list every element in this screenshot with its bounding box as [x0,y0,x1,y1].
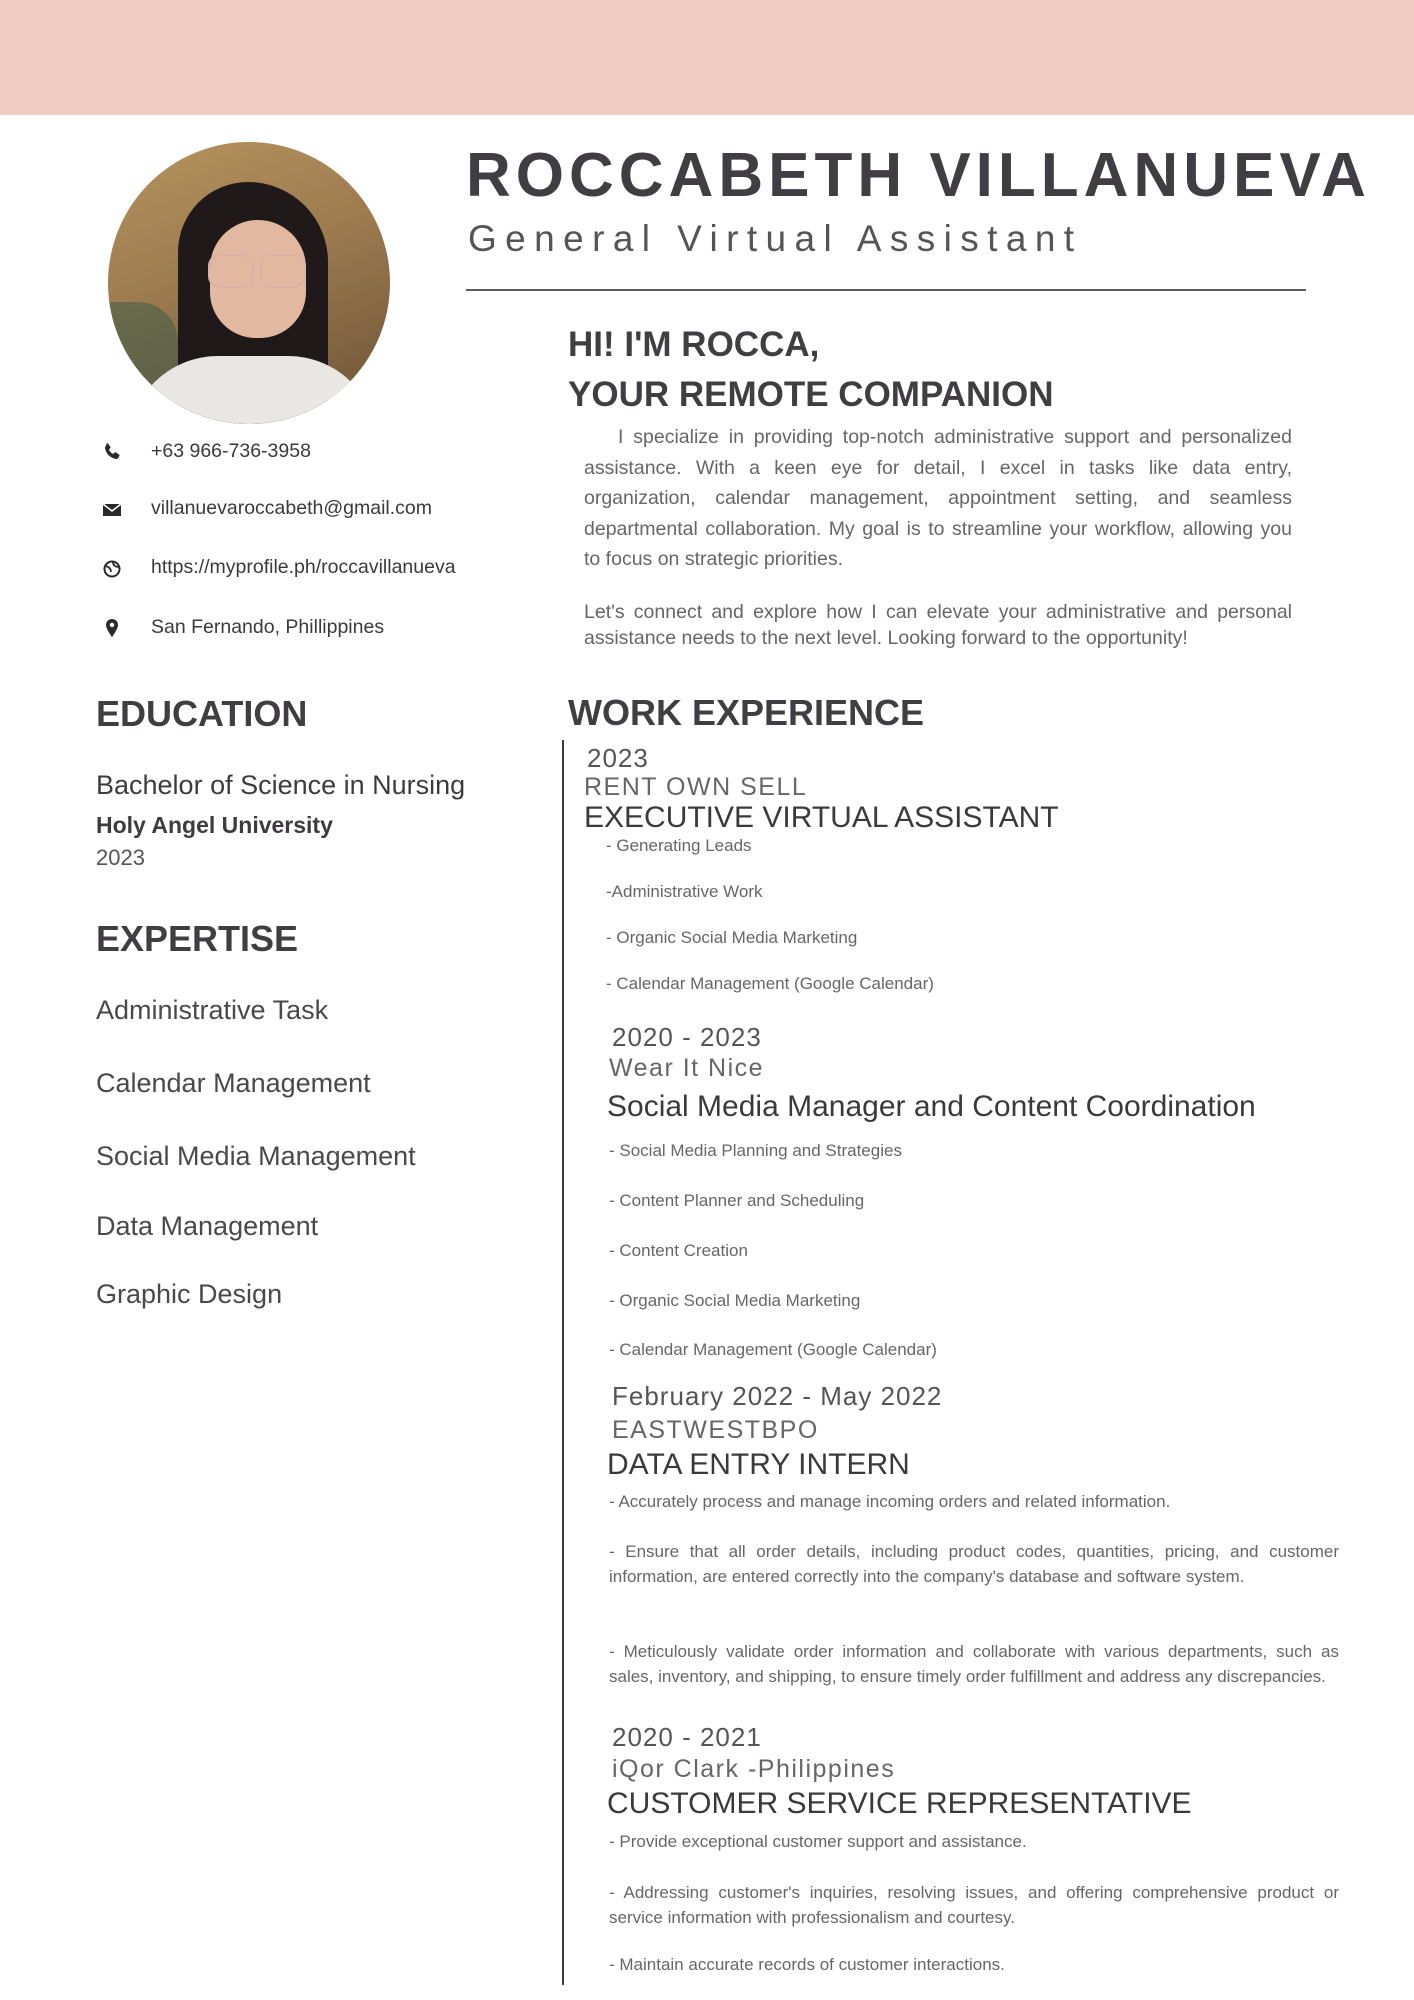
contact-phone: +63 966-736-3958 [151,440,311,462]
job-company: RENT OWN SELL [584,773,808,801]
phone-icon [100,440,124,464]
job-bullet: - Accurately process and manage incoming orders and related information. [609,1492,1171,1511]
job-bullet: - Social Media Planning and Strategies [609,1141,902,1160]
contact-location: San Fernando, Phillippines [151,616,385,638]
job-bullet: -Administrative Work [606,882,763,901]
job-bullet: - Addressing customer's inquiries, resolving issues, and offering comprehensive product or service information with professionalism and courtesy. [609,1883,1339,1927]
job-bullet: - Meticulously validate order information and collaborate with various departments, such as sales, inventory, and shipping, to ensure timely order fulfillment and address any discrepancies. [609,1642,1339,1686]
skill-item: Graphic Design [96,1279,283,1309]
job-bullet: - Ensure that all order details, including product codes, quantities, pricing, and customer information, are entered correctly into the company's database and software system. [609,1542,1339,1586]
job-bullet: - Content Creation [609,1241,748,1260]
mail-icon [100,497,124,521]
expertise-heading: EXPERTISE [96,918,299,959]
job-bullet: - Content Planner and Scheduling [609,1191,865,1210]
contact-email: villanuevaroccabeth@gmail.com [151,497,433,519]
job-title: CUSTOMER SERVICE REPRESENTATIVE [607,1787,1192,1820]
intro-paragraph: I specialize in providing top-notch administrative support and personalized assistance. With a keen eye for detail, I excel in tasks like data entry, organization, calendar management, appointment setting, and seamless departmental collaboration. My goal is to streamline your workflow, allowing you to focus on strategic priorities. [584,426,1292,570]
job-title: EXECUTIVE VIRTUAL ASSISTANT [584,801,1059,834]
job-company: iQor Clark -Philippines [612,1755,896,1783]
profile-photo [108,142,390,424]
header-divider [466,289,1306,291]
skill-item: Social Media Management [96,1141,416,1171]
timeline-line [562,740,564,1985]
photo-glasses [208,254,308,284]
job-title: Social Media Manager and Content Coordination [607,1090,1256,1123]
job-bullet: - Organic Social Media Marketing [606,928,858,947]
job-bullet: - Maintain accurate records of customer interactions. [609,1955,1005,1974]
greeting-heading [568,320,1053,420]
job-bullet: - Calendar Management (Google Calendar) [609,1340,937,1359]
header-band [0,0,1414,115]
skill-item: Calendar Management [96,1068,371,1098]
job-date: 2020 - 2023 [612,1022,762,1052]
greeting-line-2: YOUR REMOTE COMPANION [568,375,1054,414]
job-company: Wear It Nice [609,1054,765,1082]
job-date: 2023 [587,743,649,773]
skill-item: Data Management [96,1211,319,1241]
education-degree: Bachelor of Science in Nursing [96,770,466,800]
education-school: Holy Angel University [96,812,333,838]
resume-role: General Virtual Assistant [468,218,1083,259]
job-bullet: - Organic Social Media Marketing [609,1291,861,1310]
globe-icon [100,556,124,580]
intro-closing-paragraph: Let's connect and explore how I can elevate your administrative and personal assistance needs to the next level. Looking forward to the opportunity! [584,601,1292,649]
contact-website: https://myprofile.ph/roccavillanueva [151,556,456,578]
resume-name: ROCCABETH VILLANUEVA [466,141,1371,210]
job-company: EASTWESTBPO [612,1416,819,1444]
education-year: 2023 [96,845,145,870]
education-heading: EDUCATION [96,693,308,734]
work-experience-heading: WORK EXPERIENCE [568,692,925,733]
job-date: 2020 - 2021 [612,1722,762,1752]
skill-item: Administrative Task [96,995,329,1025]
job-title: DATA ENTRY INTERN [607,1448,910,1481]
greeting-line-1: HI! I'M ROCCA, [568,325,820,364]
job-date: February 2022 - May 2022 [612,1381,943,1411]
job-bullet: - Calendar Management (Google Calendar) [606,974,934,993]
job-bullet: - Generating Leads [606,836,752,855]
job-bullet: - Provide exceptional customer support and assistance. [609,1832,1027,1851]
location-pin-icon [100,616,124,640]
